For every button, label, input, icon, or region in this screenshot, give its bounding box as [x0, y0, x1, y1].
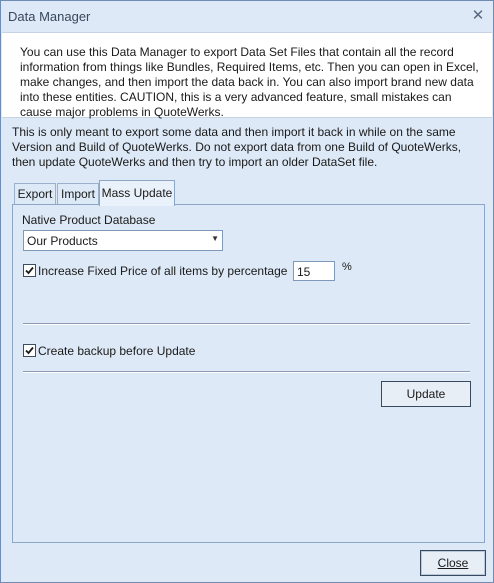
mass-update-panel	[12, 204, 485, 543]
checkmark-icon	[24, 345, 35, 356]
percentage-value: 15	[297, 265, 311, 279]
backup-label: Create backup before Update	[38, 344, 196, 358]
window-title: Data Manager	[8, 9, 91, 24]
percentage-input[interactable]	[293, 261, 335, 281]
database-label: Native Product Database	[22, 213, 156, 227]
tab-import[interactable]: Import	[57, 183, 99, 205]
increase-price-checkbox[interactable]	[23, 264, 36, 277]
chevron-down-icon: ▼	[211, 234, 219, 243]
close-button[interactable]	[420, 550, 486, 576]
info-banner	[2, 32, 492, 118]
database-select-value: Our Products	[27, 234, 98, 248]
title-bar	[1, 1, 493, 32]
divider	[23, 371, 470, 373]
checkmark-icon	[24, 265, 35, 276]
close-button-label: Close	[437, 556, 469, 570]
update-button[interactable]: Update	[381, 381, 471, 407]
increase-price-label: Increase Fixed Price of all items by percentage	[38, 264, 288, 278]
banner-text: You can use this Data Manager to export Data Set Files that contain all the record information from things like Bundles, Required Items, etc. Then you can open in Excel, make changes, and then import the data back in. You can also import brand new data into these entities. CAUTION, this is a very advanced feature, small mistakes can cause major problems in QuoteWerks.	[20, 45, 479, 119]
warning-text: This is only meant to export some data and then import it back in while on the same Version and Build of QuoteWerks. Do not export data from one Build of QuoteWerks, then update QuoteWerks and then try to import an older DataSet file.	[12, 125, 462, 169]
divider	[23, 323, 470, 325]
tab-mass-update[interactable]: Mass Update	[99, 180, 175, 206]
percent-symbol: %	[342, 261, 352, 273]
close-icon[interactable]: ✕	[471, 7, 485, 24]
database-select[interactable]	[23, 230, 223, 251]
backup-checkbox[interactable]	[23, 344, 36, 357]
tab-export[interactable]: Export	[14, 183, 56, 205]
